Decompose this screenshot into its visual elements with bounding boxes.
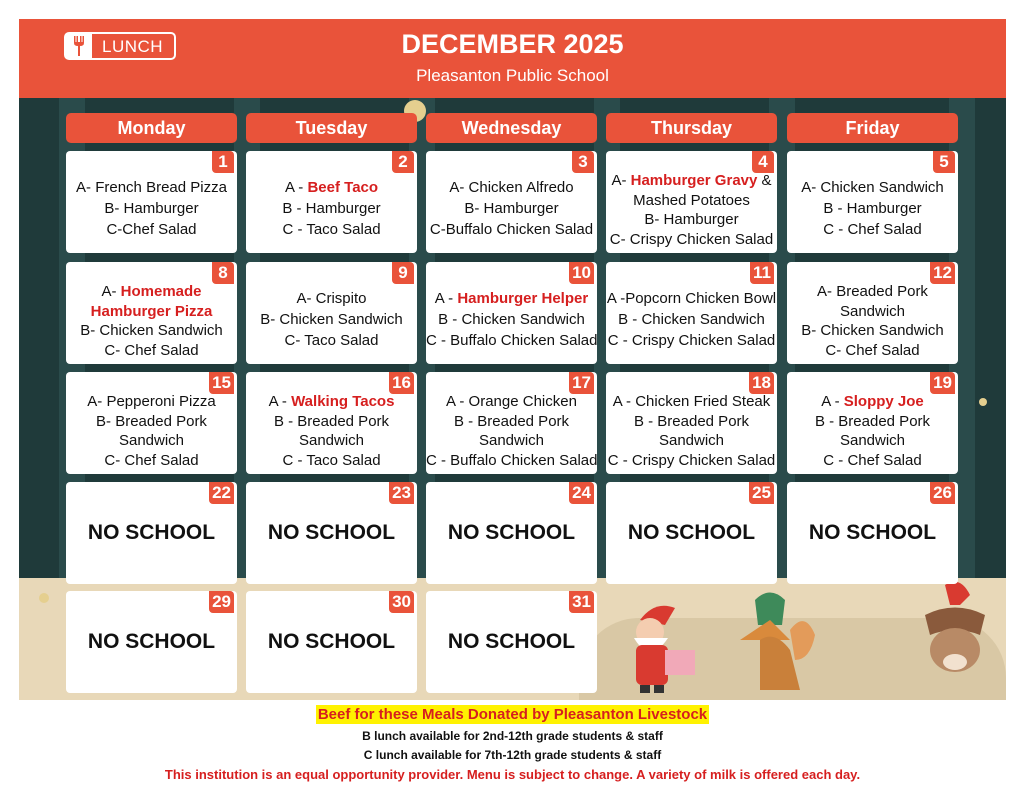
menu-line <box>66 392 237 412</box>
menu-text: A - <box>268 393 292 410</box>
date-number: 10 <box>569 262 594 284</box>
menu-line <box>606 392 777 412</box>
day-header-monday: Monday <box>66 113 237 143</box>
menu-line <box>246 392 417 412</box>
menu-text: B- Chicken Sandwich <box>80 322 223 339</box>
day-cell <box>66 262 237 364</box>
day-header-friday: Friday <box>787 113 958 143</box>
menu-text: B - Breaded Pork <box>273 412 390 430</box>
reindeer-illustration <box>905 580 995 685</box>
menu-line <box>787 341 958 361</box>
menu-text: C - Taco Salad <box>282 221 381 238</box>
logo-text: LUNCH <box>102 37 164 56</box>
day-cell <box>246 482 417 584</box>
menu-line <box>66 431 237 451</box>
menu-line <box>606 412 777 432</box>
menu-text: C - Chef Salad <box>823 221 922 238</box>
date-number: 23 <box>389 482 414 504</box>
menu-items <box>66 177 237 240</box>
date-number: 30 <box>389 591 414 613</box>
menu-line <box>606 330 777 351</box>
menu-text: Sandwich <box>839 302 906 320</box>
menu-line <box>426 309 597 330</box>
no-school-label: NO SCHOOL <box>87 521 216 544</box>
menu-text: C - Crispy Chicken Salad <box>607 451 776 469</box>
menu-text: A- Crispito <box>296 290 367 307</box>
menu-text: B- Breaded Pork <box>96 412 207 430</box>
date-number: 4 <box>752 151 774 173</box>
menu-line <box>246 412 417 432</box>
day-cell <box>426 262 597 364</box>
day-cell <box>606 372 777 474</box>
day-cell <box>66 372 237 474</box>
day-cell <box>246 151 417 253</box>
menu-text: A - <box>821 393 844 410</box>
school-name: Pleasanton Public School <box>416 66 609 85</box>
menu-line <box>66 302 237 322</box>
footer <box>19 700 1006 791</box>
date-number: 9 <box>392 262 414 284</box>
menu-items <box>246 392 417 470</box>
menu-line <box>66 451 237 471</box>
menu-text: B - Breaded Pork <box>633 412 750 430</box>
menu-text: B- Chicken Sandwich <box>801 322 944 339</box>
menu-line <box>426 431 597 451</box>
menu-items <box>246 177 417 240</box>
menu-line <box>787 392 958 412</box>
menu-text: C - Buffalo Chicken Salad <box>426 332 598 349</box>
menu-line <box>787 198 958 219</box>
menu-text: C- Taco Salad <box>284 332 379 349</box>
menu-text: B- Chicken Sandwich <box>260 311 403 328</box>
menu-text: A- Chicken Alfredo <box>449 179 574 196</box>
menu-text: B- Hamburger <box>464 200 559 217</box>
menu-line <box>426 219 597 240</box>
menu-items <box>66 392 237 470</box>
date-number: 11 <box>750 262 774 284</box>
menu-line <box>66 198 237 219</box>
date-number: 8 <box>212 262 234 284</box>
day-cell <box>606 482 777 584</box>
header-banner <box>19 19 1006 98</box>
menu-line <box>246 309 417 330</box>
menu-text: A- Pepperoni Pizza <box>87 393 216 410</box>
date-number: 22 <box>209 482 234 504</box>
menu-line <box>426 451 597 471</box>
menu-line <box>787 177 958 198</box>
equal-opportunity-notice: This institution is an equal opportunity provider. Menu is subject to change. A variety of milk is offered each day. <box>164 767 861 782</box>
menu-line <box>66 177 237 198</box>
menu-text: C - Taco Salad <box>282 451 381 469</box>
menu-text: & <box>757 172 772 189</box>
menu-text: C- Chef Salad <box>104 451 199 469</box>
menu-items <box>246 288 417 351</box>
date-number: 16 <box>389 372 414 394</box>
menu-line <box>787 302 958 322</box>
menu-text: A - Chicken Fried Steak <box>612 393 771 410</box>
day-cell <box>66 151 237 253</box>
date-number: 18 <box>749 372 774 394</box>
featured-item: Beef Taco <box>307 179 379 196</box>
featured-item: Hamburger Helper <box>457 290 589 307</box>
menu-line <box>246 431 417 451</box>
menu-text: A- Chicken Sandwich <box>801 179 944 196</box>
menu-line <box>606 309 777 330</box>
day-cell <box>426 482 597 584</box>
featured-item: Hamburger Pizza <box>90 302 213 320</box>
date-number: 15 <box>209 372 234 394</box>
date-number: 25 <box>749 482 774 504</box>
menu-line <box>606 210 777 230</box>
menu-text: A -Popcorn Chicken Bowl <box>606 290 777 307</box>
day-cell <box>426 591 597 693</box>
menu-text: B - Chicken Sandwich <box>438 311 585 328</box>
date-number: 3 <box>572 151 594 173</box>
day-cell <box>426 151 597 253</box>
menu-text: C- Chef Salad <box>104 341 199 359</box>
menu-line <box>426 412 597 432</box>
menu-items <box>426 177 597 240</box>
donation-notice: Beef for these Meals Donated by Pleasanton Livestock <box>317 706 708 723</box>
day-cell <box>246 591 417 693</box>
date-number: 19 <box>930 372 955 394</box>
menu-text: A- French Bread Pizza <box>76 179 227 196</box>
day-header-thursday: Thursday <box>606 113 777 143</box>
menu-text: C - Chef Salad <box>823 451 922 469</box>
menu-line <box>246 330 417 351</box>
no-school-label: NO SCHOOL <box>808 521 937 544</box>
menu-line <box>787 451 958 471</box>
menu-line <box>606 288 777 309</box>
menu-text: B - Hamburger <box>282 200 381 217</box>
date-number: 17 <box>569 372 594 394</box>
menu-line <box>66 282 237 302</box>
menu-line <box>66 219 237 240</box>
date-number: 1 <box>212 151 234 173</box>
menu-line <box>66 321 237 341</box>
menu-text: B- Hamburger <box>644 211 739 228</box>
menu-text: Sandwich <box>298 432 365 449</box>
day-cell <box>606 262 777 364</box>
menu-text: A - <box>434 290 458 307</box>
menu-line <box>787 219 958 240</box>
menu-line <box>246 198 417 219</box>
menu-items <box>606 392 777 470</box>
menu-text: A- Breaded Pork <box>817 283 928 300</box>
no-school-label: NO SCHOOL <box>447 521 576 544</box>
menu-line <box>606 451 777 471</box>
santa-illustration <box>620 600 700 695</box>
date-number: 24 <box>569 482 594 504</box>
menu-line <box>246 219 417 240</box>
featured-item: Hamburger Gravy <box>630 172 758 189</box>
day-cell <box>66 591 237 693</box>
b-lunch-note: B lunch available for 2nd-12th grade students & staff <box>362 729 663 743</box>
menu-line <box>787 412 958 432</box>
day-cell <box>66 482 237 584</box>
menu-text: A- <box>611 172 631 189</box>
menu-items <box>606 171 777 249</box>
date-number: 26 <box>930 482 955 504</box>
no-school-label: NO SCHOOL <box>627 521 756 544</box>
menu-items <box>426 288 597 351</box>
day-cell <box>787 151 958 253</box>
day-cell <box>787 262 958 364</box>
date-number: 2 <box>392 151 414 173</box>
menu-line <box>426 392 597 412</box>
menu-text: A- <box>101 283 121 300</box>
menu-text: Sandwich <box>118 432 185 449</box>
menu-text: Sandwich <box>478 432 545 449</box>
date-number: 5 <box>933 151 955 173</box>
featured-item: Sloppy Joe <box>843 393 924 410</box>
menu-line <box>787 282 958 302</box>
menu-line <box>426 198 597 219</box>
no-school-label: NO SCHOOL <box>87 630 216 653</box>
day-header-tuesday: Tuesday <box>246 113 417 143</box>
menu-line <box>66 341 237 361</box>
menu-items <box>787 177 958 240</box>
page-title: DECEMBER 2025 <box>401 29 624 59</box>
c-lunch-note: C lunch available for 7th-12th grade students & staff <box>363 748 662 762</box>
menu-items <box>426 392 597 470</box>
date-number: 29 <box>209 591 234 613</box>
snow-dot <box>39 593 49 603</box>
menu-text: B - Breaded Pork <box>453 412 570 430</box>
menu-line <box>606 191 777 211</box>
menu-items <box>787 282 958 360</box>
menu-text: Sandwich <box>658 432 725 449</box>
menu-items <box>66 282 237 360</box>
featured-item: Homemade <box>120 283 202 300</box>
menu-line <box>246 451 417 471</box>
menu-text: B - Chicken Sandwich <box>618 311 765 328</box>
day-cell <box>787 372 958 474</box>
menu-line <box>246 288 417 309</box>
featured-item: Walking Tacos <box>291 393 395 410</box>
menu-line <box>606 230 777 250</box>
menu-line <box>246 177 417 198</box>
no-school-label: NO SCHOOL <box>267 521 396 544</box>
fox-illustration <box>730 590 820 695</box>
menu-items <box>787 392 958 470</box>
menu-items <box>606 288 777 351</box>
menu-text: Sandwich <box>839 432 906 449</box>
day-header-wednesday: Wednesday <box>426 113 597 143</box>
menu-line <box>606 171 777 191</box>
no-school-label: NO SCHOOL <box>447 630 576 653</box>
day-cell <box>246 262 417 364</box>
menu-text: A - <box>284 179 308 196</box>
snow-dot <box>979 398 987 406</box>
no-school-label: NO SCHOOL <box>267 630 396 653</box>
menu-text: A - Orange Chicken <box>446 393 577 410</box>
day-cell <box>787 482 958 584</box>
day-cell <box>246 372 417 474</box>
menu-text: B - Breaded Pork <box>814 412 931 430</box>
date-number: 31 <box>569 591 594 613</box>
menu-line <box>606 431 777 451</box>
menu-text: B- Hamburger <box>104 200 199 217</box>
menu-line <box>66 412 237 432</box>
menu-text: C - Crispy Chicken Salad <box>607 332 776 349</box>
menu-line <box>787 321 958 341</box>
menu-text: B - Hamburger <box>823 200 922 217</box>
menu-text: C-Buffalo Chicken Salad <box>429 221 594 238</box>
day-cell <box>606 151 777 253</box>
menu-text: Mashed Potatoes <box>633 191 750 209</box>
menu-text: C - Buffalo Chicken Salad <box>426 451 598 469</box>
menu-text: C-Chef Salad <box>106 221 197 238</box>
day-cell <box>426 372 597 474</box>
menu-line <box>426 288 597 309</box>
menu-text: C- Crispy Chicken Salad <box>609 230 774 248</box>
menu-line <box>787 431 958 451</box>
menu-line <box>426 177 597 198</box>
date-number: 12 <box>930 262 955 284</box>
menu-line <box>426 330 597 351</box>
menu-text: C- Chef Salad <box>825 341 920 359</box>
